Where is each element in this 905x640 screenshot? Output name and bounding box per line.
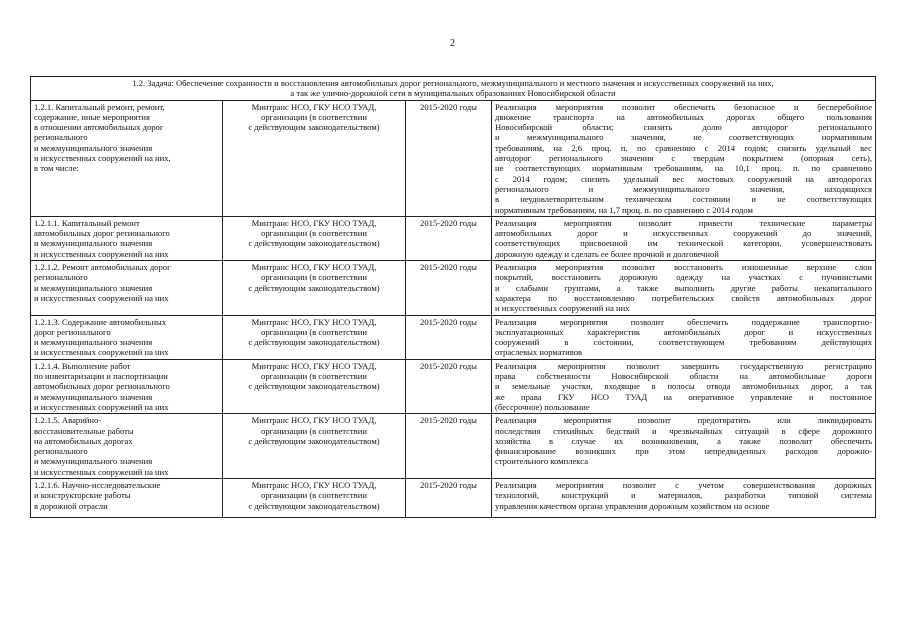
expected-result-line: автомобильных дорог и искусственных сооружений до значений,: [495, 228, 873, 239]
executor-line: организации (в соответствии: [261, 111, 367, 122]
measure-name-cell: [31, 414, 223, 479]
task-header-row: [31, 77, 876, 101]
executor-line: Минтранс НСО, ГКУ НСО ТУАД,: [251, 415, 377, 426]
expected-result-cell: [492, 216, 876, 260]
measure-name-line: и искусственных сооружений на них: [34, 401, 169, 412]
executor-line: с действующим законодательством): [248, 337, 380, 348]
measure-name-line: 1.2.1. Капитальный ремонт, ремонт,: [34, 101, 165, 112]
measure-name-line: и межмуниципального значения: [34, 337, 153, 348]
expected-result-line: характера по восстановлению потребительских свойств автомобильных дорог: [495, 292, 873, 303]
executor-line: с действующим законодательством): [248, 435, 380, 446]
task-header-line: 1.2. Задача: Обеспечение сохранности и восстановления автомобильных дорог регионального, межмуниципального и местного значения и искусственных сооружений на них,: [132, 78, 774, 88]
measure-name-line: и межмуниципального значения: [34, 391, 153, 402]
page-number: 2: [450, 38, 455, 49]
measures-table: [30, 76, 876, 518]
period-text: 2015-2020 годы: [420, 101, 477, 112]
measure-name-line: дорог регионального: [34, 326, 111, 337]
executor-line: с действующим законодательством): [248, 282, 380, 293]
measure-name-line: по инвентаризации и паспортизации: [34, 371, 168, 382]
measure-name-line: и межмуниципального значения: [34, 142, 153, 153]
expected-result-cell: [492, 478, 876, 517]
table-row: [31, 100, 876, 216]
measure-name-line: и межмуниципального значения: [34, 282, 153, 293]
executor-line: организации (в соответствии: [261, 272, 367, 283]
period-cell: [406, 100, 492, 216]
measure-name-line: автомобильных дорог регионального: [34, 381, 170, 392]
measure-name-line: 1.2.1.2. Ремонт автомобильных дорог: [34, 262, 171, 273]
executor-cell: [223, 478, 406, 517]
executor-line: организации (в соответствии: [261, 326, 367, 337]
table-row: [31, 261, 876, 315]
expected-result-line: права собственности Новосибирской области на автомобильные дороги: [495, 371, 873, 382]
expected-result-line: нормативным требованиям, на 1,7 проц. п. по сравнению с 2014 годом: [495, 204, 753, 215]
executor-line: организации (в соответствии: [261, 371, 367, 382]
period-text: 2015-2020 годы: [420, 316, 477, 327]
executor-line: с действующим законодательством): [248, 122, 380, 133]
executor-cell: [223, 100, 406, 216]
period-cell: [406, 315, 492, 359]
period-cell: [406, 359, 492, 413]
measure-name-cell: [31, 315, 223, 359]
measure-name-line: 1.2.1.6. Научно-исследовательские: [34, 479, 161, 490]
executor-line: организации (в соответствии: [261, 228, 367, 239]
measure-name-cell: [31, 100, 223, 216]
expected-result-line: Реализация мероприятия позволит восстановить изношенные верхние слои: [495, 262, 873, 273]
executor-line: Минтранс НСО, ГКУ НСО ТУАД,: [251, 479, 377, 490]
executor-line: с действующим законодательством): [248, 500, 380, 511]
measure-name-line: в том числе:: [34, 163, 79, 174]
period-cell: [406, 216, 492, 260]
expected-result-line: же права ГКУ НСО ТУАД на оперативное управление и постоянное: [495, 391, 873, 402]
executor-line: Минтранс НСО, ГКУ НСО ТУАД,: [251, 101, 377, 112]
expected-result-line: Реализация мероприятия позволит обеспечить безопасное и бесперебойное: [495, 101, 873, 112]
executor-line: организации (в соответствии: [261, 490, 367, 501]
expected-result-line: и искусственных сооружений на них: [495, 303, 630, 314]
expected-result-line: Реализация мероприятия позволит привести технические параметры: [495, 217, 873, 228]
expected-result-line: и слабыми грунтами, а также выполнить другие работы некапитального: [495, 282, 873, 293]
executor-line: Минтранс НСО, ГКУ НСО ТУАД,: [251, 262, 377, 273]
expected-result-line: Новосибирской области; снизить долю автодорог регионального: [495, 122, 873, 133]
executor-cell: [223, 414, 406, 479]
executor-line: Минтранс НСО, ГКУ НСО ТУАД,: [251, 316, 377, 327]
executor-cell: [223, 216, 406, 260]
expected-result-cell: [492, 100, 876, 216]
expected-result-line: регионального и межмуниципального значения, находящихся: [495, 183, 873, 194]
measure-name-cell: [31, 359, 223, 413]
table-row: [31, 315, 876, 359]
expected-result-line: Реализация мероприятия позволит с учетом совершенствования дорожных: [495, 479, 873, 490]
measure-name-line: и межмуниципального значения: [34, 456, 153, 467]
period-cell: [406, 261, 492, 315]
measure-name-line: в дорожной отрасли: [34, 500, 108, 511]
executor-line: с действующим законодательством): [248, 381, 380, 392]
expected-result-line: дорожную одежду и сделать ее более прочной и долговечной: [495, 248, 719, 259]
executor-line: с действующим законодательством): [248, 238, 380, 249]
measure-name-cell: [31, 261, 223, 315]
period-cell: [406, 478, 492, 517]
measure-name-line: и искусственных сооружений на них: [34, 466, 169, 477]
expected-result-cell: [492, 359, 876, 413]
measure-name-line: 1.2.1.1. Капитальный ремонт: [34, 217, 140, 228]
measure-name-line: регионального: [34, 132, 88, 143]
measure-name-line: и конструкторские работы: [34, 490, 131, 501]
measure-name-line: 1.2.1.3. Содержание автомобильных: [34, 316, 167, 327]
expected-result-line: с 2014 годом; снизить удельный вес мостовых сооружений на автодорогах: [495, 173, 873, 184]
expected-result-line: и межмуниципального значения, не соответствующих нормативным: [495, 132, 873, 143]
expected-result-cell: [492, 315, 876, 359]
expected-result-line: Реализация мероприятия позволит завершить государственную регистрацию: [495, 360, 873, 371]
measure-name-line: и межмуниципального значения: [34, 238, 153, 249]
expected-result-line: финансирование возникших при этом непредвиденных расходов дорожно-: [495, 446, 873, 457]
table-row: [31, 478, 876, 517]
measure-name-cell: [31, 216, 223, 260]
task-header-line: а так же улично-дорожной сети в муниципальных образованиях Новосибирской области: [290, 88, 616, 99]
expected-result-line: соответствующих присвоенной им технической категории, усовершенствовать: [495, 238, 873, 249]
expected-result-line: автодорог регионального значения с твердым покрытием (опорная сеть),: [495, 153, 873, 164]
measure-name-line: 1.2.1.5. Аварийно-: [34, 415, 102, 426]
expected-result-line: управления качеством органа управления дорожным хозяйством на основе: [495, 500, 770, 511]
measure-name-line: 1.2.1.4. Выполнение работ: [34, 360, 131, 371]
expected-result-line: и земельные участки, входящие в полосы отвода автомобильных дорог, а так: [495, 381, 873, 392]
measure-name-line: и искусственных сооружений на них: [34, 248, 169, 259]
period-text: 2015-2020 годы: [420, 217, 477, 228]
expected-result-line: отраслевых нормативов: [495, 347, 583, 358]
expected-result-line: технологий, конструкций и материалов, разработки типовой системы: [495, 490, 873, 501]
measure-name-line: и искусственных сооружений на них,: [34, 153, 171, 164]
period-text: 2015-2020 годы: [420, 415, 477, 426]
table-row: [31, 414, 876, 479]
expected-result-cell: [492, 261, 876, 315]
expected-result-line: требованиям, на 2,6 проц. п. по сравнению с 2014 годом; снизить удельный вес: [495, 142, 873, 153]
measure-name-line: в отношении автомобильных дорог: [34, 122, 164, 133]
task-header-cell: [31, 77, 876, 101]
period-text: 2015-2020 годы: [420, 360, 477, 371]
table-row: [31, 216, 876, 260]
executor-cell: [223, 261, 406, 315]
period-text: 2015-2020 годы: [420, 479, 477, 490]
expected-result-cell: [492, 414, 876, 479]
expected-result-line: Реализация мероприятия позволит предотвратить или ликвидировать: [495, 415, 873, 426]
measure-name-line: автомобильных дорог регионального: [34, 228, 170, 239]
measure-name-line: содержание, иные мероприятия: [34, 111, 150, 122]
measure-name-line: и искусственных сооружений на них: [34, 292, 169, 303]
period-cell: [406, 414, 492, 479]
expected-result-line: строительного комплекса: [495, 456, 589, 467]
measure-name-line: восстановительные работы: [34, 425, 134, 436]
measure-name-line: и искусственных сооружений на них: [34, 347, 169, 358]
expected-result-line: (бессрочное) пользование: [495, 401, 590, 412]
expected-result-line: в неудовлетворительном техническом состоянии и не соответствующих: [495, 194, 873, 205]
executor-cell: [223, 359, 406, 413]
executor-line: Минтранс НСО, ГКУ НСО ТУАД,: [251, 360, 377, 371]
expected-result-line: последствия стихийных бедствий и чрезвычайных ситуаций в сфере дорожного: [495, 425, 873, 436]
expected-result-line: покрытий, восстановить дорожную одежду на участках с пучинистыми: [495, 272, 873, 283]
measure-name-line: регионального: [34, 272, 88, 283]
measure-name-cell: [31, 478, 223, 517]
measure-name-line: на автомобильных дорогах: [34, 435, 133, 446]
executor-cell: [223, 315, 406, 359]
expected-result-line: движение транспорта на автомобильных дорогах общего пользования: [495, 111, 873, 122]
expected-result-line: хозяйства в случае их возникновения, а также позволит обеспечить: [495, 435, 873, 446]
executor-line: организации (в соответствии: [261, 425, 367, 436]
measure-name-line: регионального: [34, 446, 88, 457]
expected-result-line: не соответствующих нормативным требованиям, на 10,1 проц. п. по сравнению: [495, 163, 873, 174]
table-row: [31, 359, 876, 413]
expected-result-line: сооружений в состоянии, соответствующем требованиям действующих: [495, 337, 873, 348]
executor-line: Минтранс НСО, ГКУ НСО ТУАД,: [251, 217, 377, 228]
expected-result-line: Реализация мероприятия позволит обеспечить поддержание транспортно-: [495, 316, 873, 327]
period-text: 2015-2020 годы: [420, 262, 477, 273]
expected-result-line: эксплуатационных характеристик автомобильных дорог и искусственных: [495, 326, 873, 337]
